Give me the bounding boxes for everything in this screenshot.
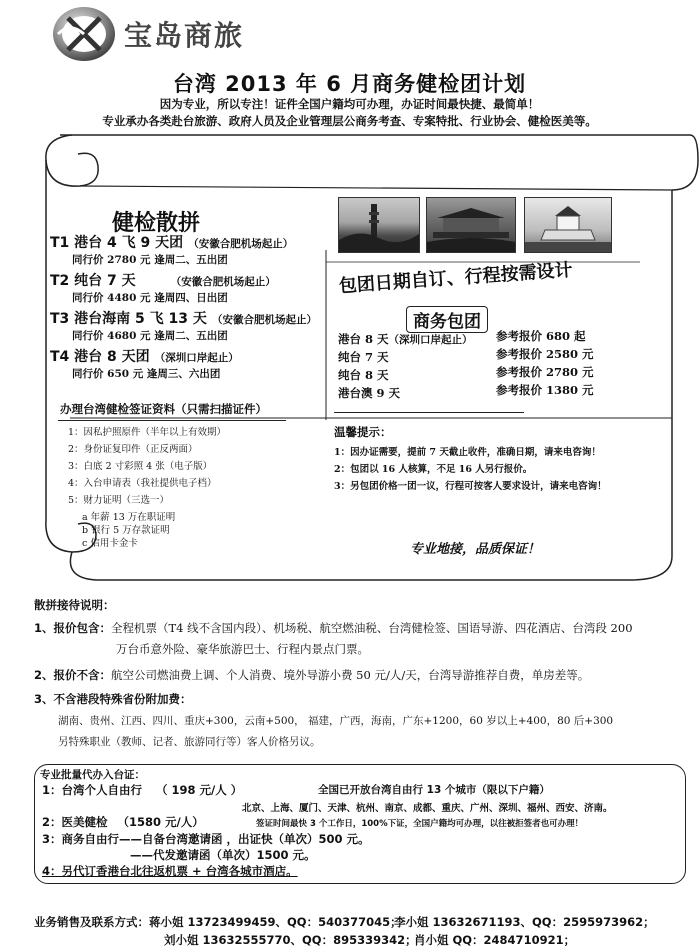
tips-list bbox=[334, 444, 607, 495]
finance-option: a 年薪 13 万在职证明 bbox=[82, 512, 176, 523]
agency-row-price: （ 198 元/人 ） bbox=[156, 783, 243, 797]
taipei-101-photo bbox=[338, 197, 420, 253]
contacts-row-1 bbox=[34, 914, 402, 930]
intro-line-2: 专业承办各类赴台旅游、政府人员及企业管理层公商务考查、专案特批、行业协会、健检医美等。 bbox=[102, 114, 597, 128]
package-name: 港台澳 9 天 bbox=[338, 386, 401, 400]
tour-note: （安徽合肥机场起止） bbox=[188, 238, 294, 250]
tour-price: 同行价 650 元 逢周三、六出团 bbox=[72, 368, 221, 380]
left-panel-heading: 健检散拼 bbox=[112, 211, 201, 236]
finance-option: c 信用卡金卡 bbox=[82, 538, 138, 549]
tour-price: 同行价 2780 元 逢周二、五出团 bbox=[72, 254, 228, 266]
agency-row-label: 2：医美健检 bbox=[42, 815, 108, 829]
tour-list bbox=[50, 232, 330, 384]
agency-row-3b: ——代发邀请函（单次）1500 元。 bbox=[130, 848, 316, 862]
package-rule bbox=[334, 412, 524, 413]
notes-title: 散拼接待说明： bbox=[34, 598, 115, 612]
package-note: （深圳口岸起止） bbox=[388, 334, 473, 346]
agency-row-3: 3：商务自由行——自备台湾邀请函 ，出证快（单次）500 元。 bbox=[42, 832, 370, 846]
notes-label: 2、报价不含： bbox=[34, 668, 112, 682]
package-price: 参考报价 2780 元 bbox=[496, 365, 594, 379]
package-item bbox=[338, 346, 638, 364]
tour-name: T2 纯台 7 天 bbox=[50, 273, 136, 289]
docs-title: 办理台湾健检签证资料（只需扫描证件） bbox=[60, 402, 267, 416]
tip-item: 2：包团以 16 人核算，不足 16 人另行报价。 bbox=[334, 464, 533, 475]
agency-cities: 北京、上海、厦门、天津、杭州、南京、成都、重庆、广州、深圳、福州、西安、济南。 bbox=[242, 803, 613, 814]
tour-note: （安徽合肥机场起止） bbox=[211, 314, 317, 326]
package-price: 参考报价 680 起 bbox=[496, 329, 586, 343]
slogan: 专业地接，品质保证！ bbox=[410, 542, 541, 557]
agency-row-2-note: 签证时间最快 3 个工作日，100%下证，全国户籍均可办理，以往被拒签者也可办理！ bbox=[256, 819, 584, 829]
tour-item-t1 bbox=[50, 232, 330, 251]
package-heading: 包团日期自订、行程按需设计 bbox=[338, 259, 574, 297]
package-item bbox=[338, 382, 638, 400]
package-price: 参考报价 2580 元 bbox=[496, 347, 594, 361]
memorial-hall-photo bbox=[524, 197, 612, 253]
agency-title: 专业批量代办入台证： bbox=[40, 769, 145, 781]
notes-item-1-cont: 万台币意外险、豪华旅游巴士、行程内景点门票。 bbox=[116, 642, 369, 656]
notes-text: 全程机票（T4 线不含国内段）、机场税、航空燃油税、台湾健检签、国语导游、四花酒店、台湾段 200 bbox=[111, 621, 633, 635]
tour-item-t3 bbox=[50, 308, 330, 327]
contact-4: 肖小姐 QQ：2484710921； bbox=[414, 933, 576, 947]
tour-price: 同行价 4480 元 逢周四、日出团 bbox=[72, 292, 228, 304]
package-name: 港台 8 天 bbox=[338, 332, 389, 346]
package-name: 纯台 8 天 bbox=[338, 368, 389, 382]
agency-row-label: 1：台湾个人自由行 bbox=[42, 783, 143, 797]
tour-name: T3 港台海南 5 飞 13 天 bbox=[50, 311, 207, 327]
notes-label: 1、报价包含： bbox=[34, 621, 112, 635]
tour-note: （深圳口岸起止） bbox=[154, 352, 239, 364]
package-name: 纯台 7 天 bbox=[338, 350, 389, 364]
tour-item-t2 bbox=[50, 270, 330, 289]
brand-name: 宝岛商旅 bbox=[124, 19, 245, 52]
package-list bbox=[338, 328, 638, 400]
page-title: 台湾 2013 年 6 月商务健检团计划 bbox=[172, 72, 527, 96]
notes-item-3-label: 3、不含港段特殊省份附加费： bbox=[34, 692, 192, 706]
notes-item-3-text: 湖南、贵州、江西、四川、重庆+300，云南+500， 福建，广西，海南，广东+1200，60 岁以上+400，80 后+300 bbox=[58, 715, 614, 727]
docs-title-rule bbox=[58, 420, 286, 421]
doc-item: 3：白底 2 寸彩照 4 张（电子版） bbox=[68, 461, 213, 472]
tour-note: （安徽合肥机场起止） bbox=[170, 276, 276, 288]
contact-2: 李小姐 13632671193、QQ：2595973962； bbox=[394, 915, 655, 929]
package-item bbox=[338, 364, 638, 382]
doc-item: 4：入台申请表（我社提供电子档） bbox=[68, 478, 217, 489]
notes-item-1 bbox=[34, 620, 633, 636]
package-item bbox=[338, 328, 638, 346]
agency-row-2 bbox=[42, 814, 204, 830]
tour-item-t4 bbox=[50, 346, 330, 365]
doc-item: 1：因私护照原件（半年以上有效期） bbox=[68, 427, 227, 438]
contact-3: 刘小姐 13632555770、QQ：895339342； bbox=[164, 933, 417, 947]
intro-line-1: 因为专业，所以专注！证件全国户籍均可办理，办证时间最快捷、最简单！ bbox=[159, 97, 540, 111]
doc-item: 5：财力证明（三选一） bbox=[68, 495, 170, 506]
docs-list bbox=[68, 424, 226, 548]
notes-text: 航空公司燃油费上调、个人消费、境外导游小费 50 元/人/天，台湾导游推荐自费，单房差等。 bbox=[111, 668, 590, 682]
tour-name: T4 港台 8 天团 bbox=[50, 349, 150, 365]
notes-item-2 bbox=[34, 667, 589, 683]
contacts-label: 业务销售及联系方式： bbox=[34, 915, 149, 929]
notes-item-3-text2: 另特殊职业（教师、记者、旅游同行等）客人价格另议。 bbox=[58, 736, 321, 748]
package-subheading: 商务包团 bbox=[406, 306, 488, 333]
agency-row-1 bbox=[42, 782, 242, 798]
doc-item: 2：身份证复印件（正反两面） bbox=[68, 444, 198, 455]
agency-cities-title: 全国已开放台湾自由行 13 个城市（限以下户籍） bbox=[318, 784, 550, 796]
contact-1: 蒋小姐 13723499459、QQ：540377045； bbox=[149, 915, 402, 929]
tip-item: 1：因办证需要，提前 7 天截止收件，准确日期，请来电咨询！ bbox=[334, 447, 601, 458]
package-price: 参考报价 1380 元 bbox=[496, 383, 594, 397]
agency-row-4: 4：另代订香港台北往返机票 + 台湾各城市酒店。 bbox=[42, 864, 298, 878]
tip-item: 3：另包团价格一团一议，行程可按客人要求设计，请来电咨询！ bbox=[334, 481, 607, 492]
agency-row-price: （1580 元/人） bbox=[117, 815, 204, 829]
finance-option: b 银行 5 万存款证明 bbox=[82, 525, 170, 536]
palace-museum-photo bbox=[426, 197, 516, 253]
tour-price: 同行价 4680 元 逢周二、五出团 bbox=[72, 330, 228, 342]
tour-name: T1 港台 4 飞 9 天团 bbox=[50, 235, 184, 251]
tips-title: 温馨提示： bbox=[334, 425, 392, 439]
